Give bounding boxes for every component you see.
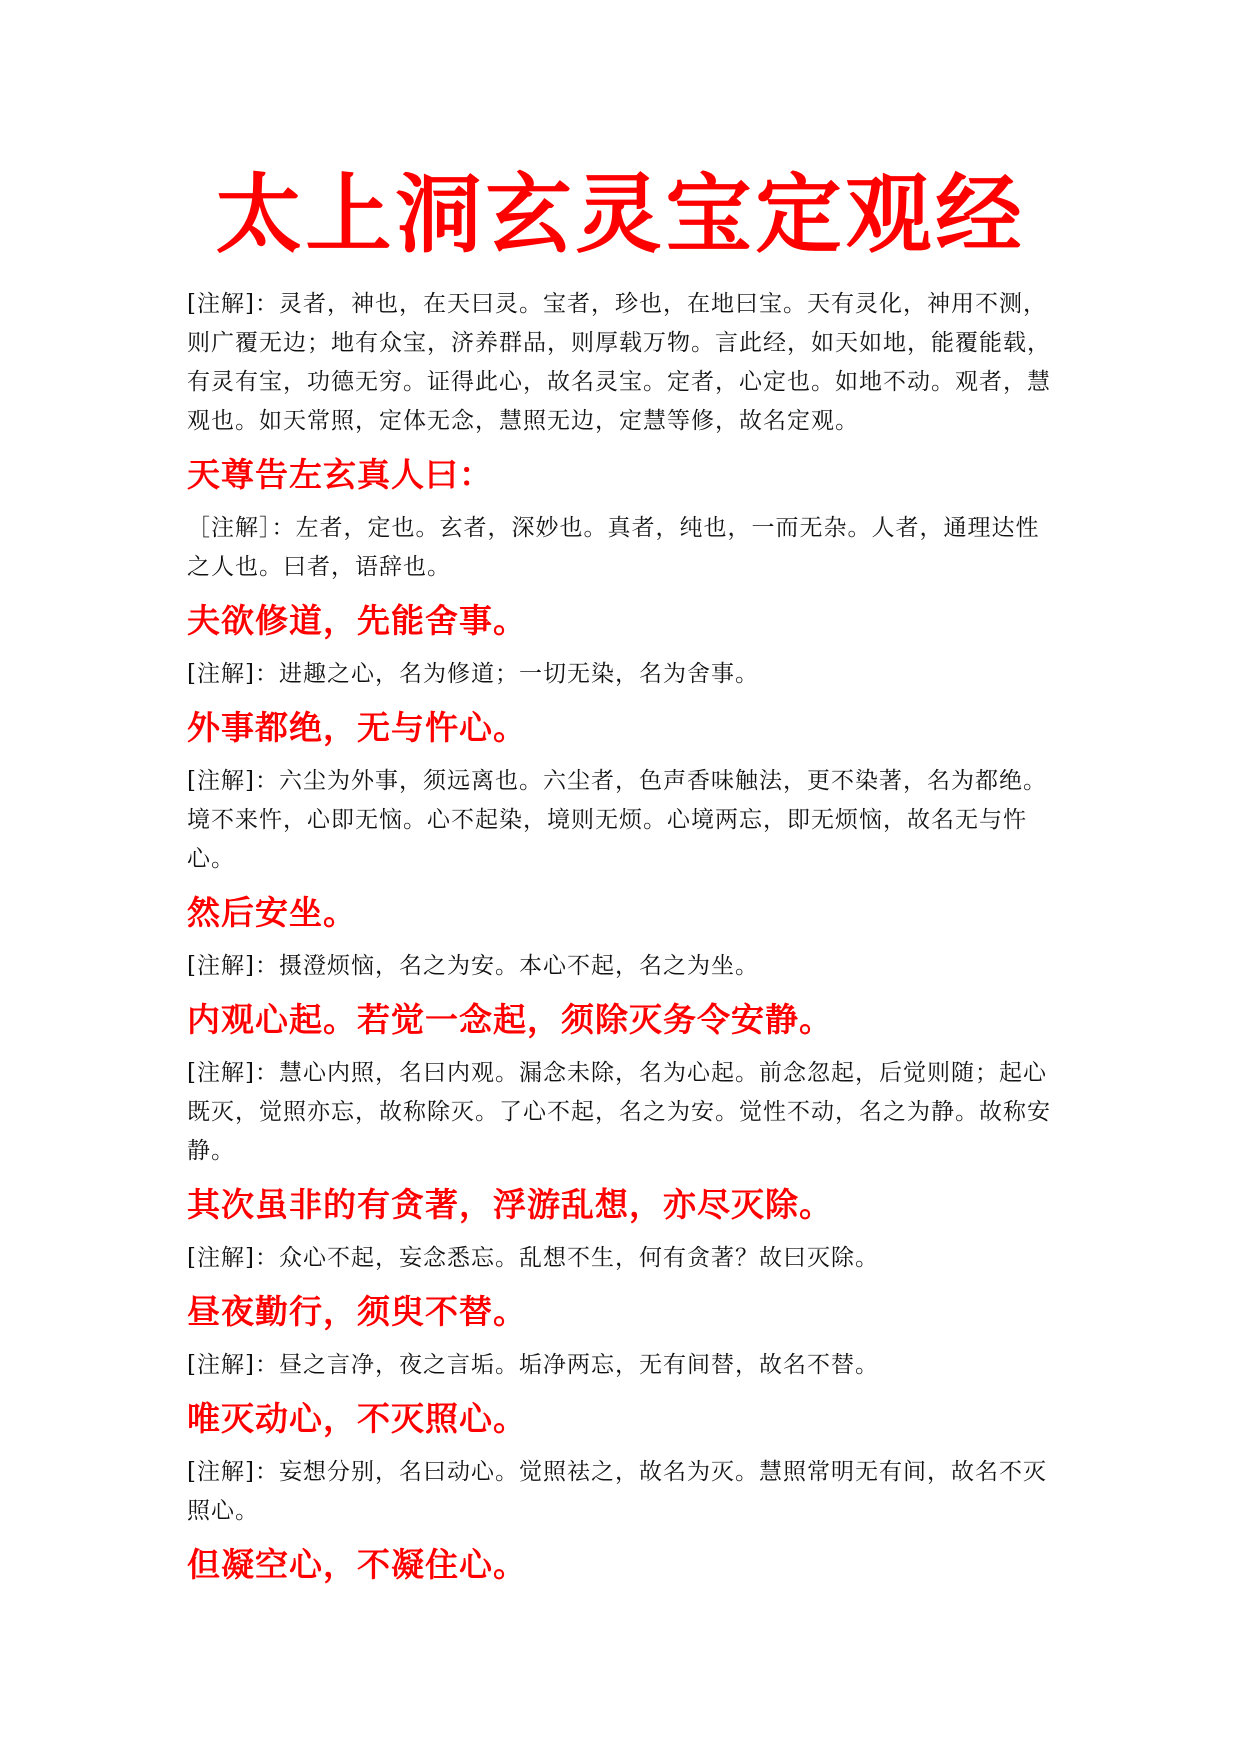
block-spacer [187, 1440, 1055, 1453]
block-spacer [187, 1041, 1055, 1054]
commentary-note: [注解]：进趣之心，名为修道；一切无染，名为舍事。 [187, 661, 759, 687]
block-spacer [187, 1171, 1055, 1184]
commentary-note: [注解]：灵者，神也，在天曰灵。宝者，珍也，在地曰宝。天有灵化，神用不测，则广覆无边；地有众宝，济养群品，则厚载万物。言此经，如天如地，能覆能载，有灵有宝，功德无穷。证得此心，故名灵宝。定者，心定也。如地不动。观者，慧观也。如天常照，定体无念，慧照无边，定慧等修，故名定观。 [187, 291, 1051, 434]
commentary-note: [注解]：摄澄烦恼，名之为安。本心不起，名之为坐。 [187, 953, 759, 979]
block-spacer [187, 986, 1055, 999]
scripture-verse: 然后安坐。 [187, 893, 357, 932]
block-spacer [187, 879, 1055, 892]
commentary-note: ［注解］：左者，定也。玄者，深妙也。真者，纯也，一而无杂。人者，通理达性之人也。曰者，语辞也。 [187, 515, 1040, 580]
block-spacer [187, 587, 1055, 600]
scripture-verse: 外事都绝，无与忤心。 [187, 708, 527, 747]
block-spacer [187, 1385, 1055, 1398]
scripture-verse: 昼夜勤行，须臾不替。 [187, 1292, 527, 1331]
commentary-note: [注解]：昼之言净，夜之言垢。垢净两忘，无有间替，故名不替。 [187, 1352, 879, 1378]
scripture-verse: 其次虽非的有贪著，浮游乱想，亦尽灭除。 [187, 1185, 833, 1224]
block-spacer [187, 1278, 1055, 1291]
block-spacer [187, 496, 1055, 509]
block-spacer [187, 441, 1055, 454]
block-spacer [187, 1333, 1055, 1346]
block-spacer [187, 642, 1055, 655]
block-spacer [187, 749, 1055, 762]
scripture-verse: 内观心起。若觉一念起，须除灭务令安静。 [187, 1000, 833, 1039]
block-spacer [187, 934, 1055, 947]
block-spacer [187, 1226, 1055, 1239]
commentary-note: [注解]：妄想分别，名曰动心。觉照祛之，故名为灭。慧照常明无有间，故名不灭照心。 [187, 1459, 1047, 1524]
scripture-verse: 天尊告左玄真人曰： [187, 455, 493, 494]
scripture-verse: 夫欲修道，先能舍事。 [187, 601, 527, 640]
block-spacer [187, 1531, 1055, 1544]
commentary-note: [注解]：慧心内照，名曰内观。漏念未除，名为心起。前念忽起，后觉则随；起心既灭，觉照亦忘，故称除灭。了心不起，名之为安。觉性不动，名之为静。故称安静。 [187, 1060, 1051, 1164]
block-spacer [187, 1586, 1055, 1599]
commentary-note: [注解]：众心不起，妄念悉忘。乱想不生，何有贪著？故曰灭除。 [187, 1245, 879, 1271]
commentary-note: [注解]：六尘为外事，须远离也。六尘者，色声香味触法，更不染著，名为都绝。境不来忤，心即无恼。心不起染，境则无烦。心境两忘，即无烦恼，故名无与忤心。 [187, 768, 1047, 872]
scripture-verse: 唯灭动心，不灭照心。 [187, 1399, 527, 1438]
block-spacer [187, 694, 1055, 707]
document-title: 太上洞玄灵宝定观经 [215, 164, 1026, 265]
scripture-verse: 但凝空心，不凝住心。 [187, 1545, 527, 1584]
document-body [187, 285, 1055, 1599]
